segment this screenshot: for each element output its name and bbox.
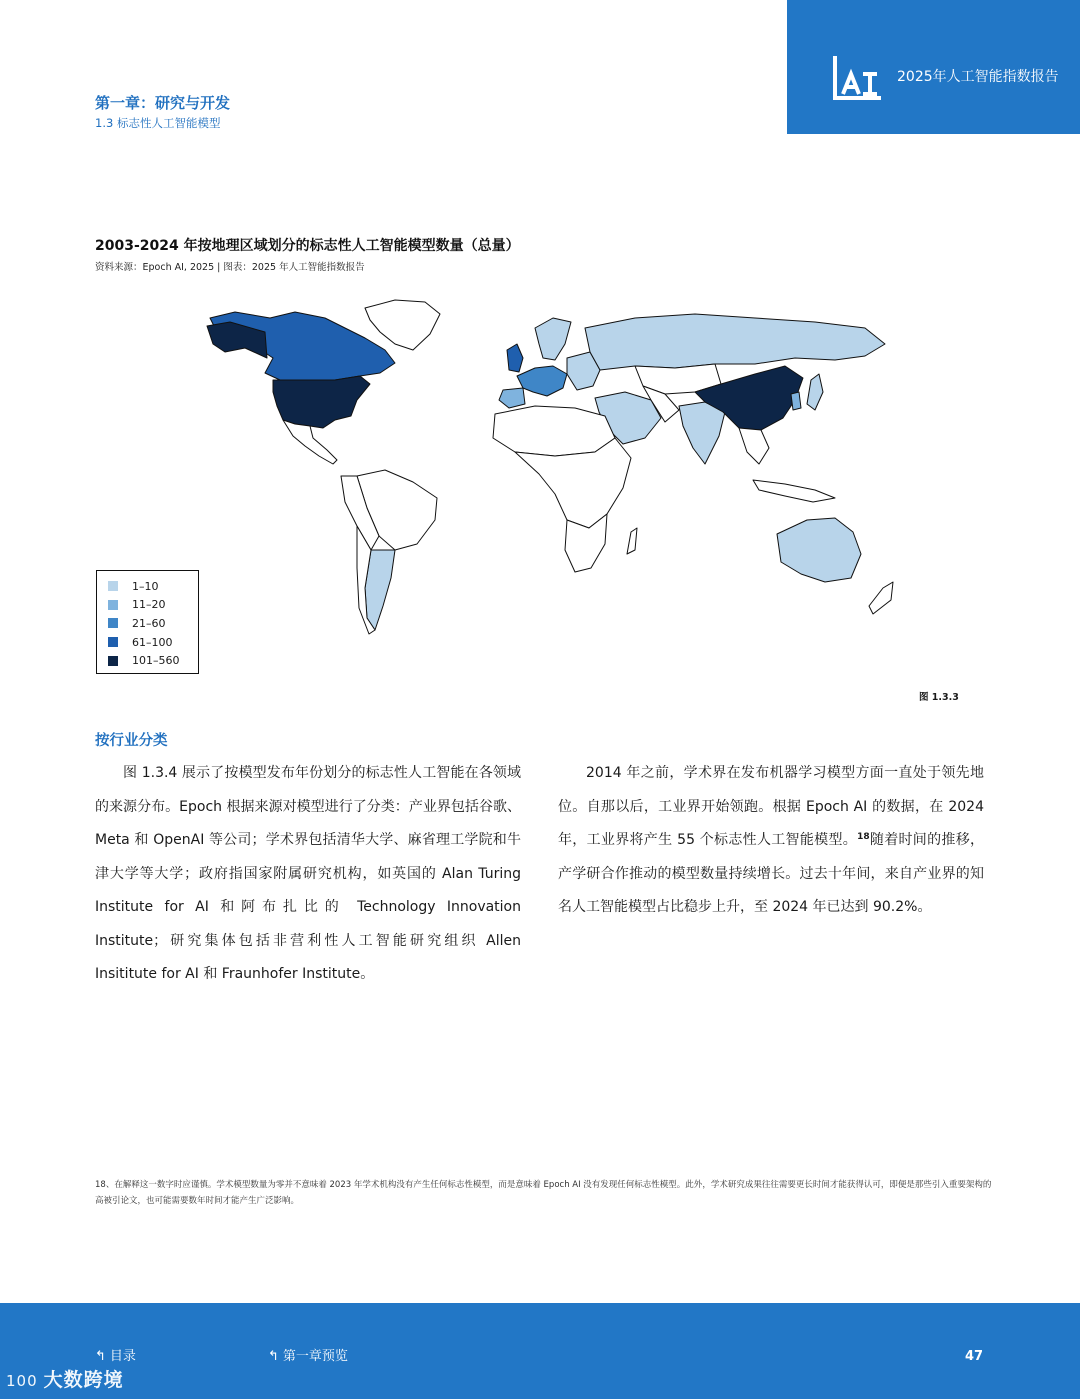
body-column-left: [95, 757, 521, 992]
map-region-korea: [791, 392, 801, 410]
legend-swatch: [108, 618, 118, 628]
page-footer: [0, 1303, 1080, 1399]
map-region-north-africa: [493, 406, 615, 456]
report-title: 2025年人工智能指数报告: [897, 69, 1059, 85]
report-brand-banner: [787, 0, 1080, 134]
toc-link-label: 目录: [109, 1349, 136, 1364]
legend-label: 11–20: [132, 598, 166, 612]
map-region-greenland: [365, 300, 440, 350]
map-region-uk: [507, 344, 523, 372]
footnote: 18、在解释这一数字时应谨慎。学术模型数量为零并不意味着 2023 年学术机构没有产生任何标志性模型，而是意味着 Epoch AI 没有发现任何标志性模型。此外，学术研究成果往往需要更长时间才能获得认可，即便是那些引入重要架构的高被引论文，也可能需要数年时间才能产生广泛影响。: [95, 1180, 992, 1206]
watermark: [6, 1365, 124, 1392]
ai-logo-icon: [831, 54, 885, 102]
legend-item: [108, 596, 198, 615]
figure-source: 资料来源：Epoch AI, 2025 | 图表：2025 年人工智能指数报告: [95, 262, 365, 273]
legend-label: 1–10: [132, 579, 159, 593]
footnote-reference[interactable]: 18: [857, 832, 870, 842]
map-region-mexico: [283, 420, 337, 464]
legend-swatch: [108, 600, 118, 610]
map-region-iberia: [499, 388, 525, 408]
map-region-southeast-asia: [739, 428, 769, 464]
toc-link[interactable]: [95, 1345, 136, 1364]
watermark-text: 大数跨境: [43, 1369, 124, 1391]
legend-item: [108, 577, 198, 596]
world-choropleth-map: [95, 288, 975, 683]
body-text: 随着时间的推移，产学研合作推动的模型数量持续增长。过去十年间，来自产业界的知名人工智能模型占比稳步上升，至 2024 年已达到 90.2%。: [558, 832, 985, 915]
map-region-india: [679, 402, 725, 464]
legend-swatch: [108, 637, 118, 647]
map-region-russia: [585, 314, 885, 370]
page-number: 47: [965, 1349, 984, 1364]
legend-label: 101–560: [132, 654, 180, 668]
body-text: 2014 年之前，学术界在发布机器学习模型方面一直处于领先地位。自那以后，工业界开始领跑。根据 Epoch AI 的数据，在 2024 年，工业界将产生 55 个标志性人工智能模型。: [558, 765, 984, 848]
map-region-australia: [777, 518, 861, 582]
legend-item: [108, 651, 198, 670]
return-arrow-icon: ↰: [95, 1349, 106, 1364]
chapter-subtitle: 1.3 标志性人工智能模型: [95, 116, 221, 130]
legend-item: [108, 633, 198, 652]
chapter-title: 第一章：研究与开发: [95, 94, 231, 112]
legend-swatch: [108, 656, 118, 666]
return-arrow-icon: ↰: [268, 1349, 279, 1364]
legend-item: [108, 614, 198, 633]
map-legend: [96, 570, 199, 674]
legend-label: 61–100: [132, 635, 173, 649]
body-paragraph: [558, 757, 984, 925]
map-region-usa: [273, 376, 370, 428]
chapter-preview-link[interactable]: [268, 1345, 348, 1364]
body-paragraph: 图 1.3.4 展示了按模型发布年份划分的标志性人工智能在各领域的来源分布。Epoch 根据来源对模型进行了分类：产业界包括谷歌、Meta 和 OpenAI 等公司；学术界包括清华大学、麻省理工学院和牛津大学等大学；政府指国家附属研究机构，如英国的 Alan Turing Institute for AI 和阿布扎比的 Technology Innovation Institute；研究集体包括非营利性人工智能研究组织 Allen Insititute for AI 和 Fraunhofer Institute。: [95, 765, 521, 982]
map-region-scandinavia: [535, 318, 571, 360]
map-region-japan: [807, 374, 823, 410]
map-region-indonesia: [753, 480, 835, 502]
figure-number: 图 1.3.3: [919, 692, 959, 703]
section-heading: 按行业分类: [95, 733, 168, 749]
map-region-new-zealand: [869, 582, 893, 614]
legend-swatch: [108, 581, 118, 591]
figure-title: 2003-2024 年按地理区域划分的标志性人工智能模型数量（总量）: [95, 238, 520, 254]
map-region-western-europe: [517, 366, 567, 396]
body-column-right: [558, 757, 984, 925]
map-region-madagascar: [627, 528, 637, 554]
legend-label: 21–60: [132, 616, 166, 630]
watermark-logo-icon: 100: [6, 1372, 38, 1390]
chapter-preview-label: 第一章预览: [282, 1349, 348, 1364]
